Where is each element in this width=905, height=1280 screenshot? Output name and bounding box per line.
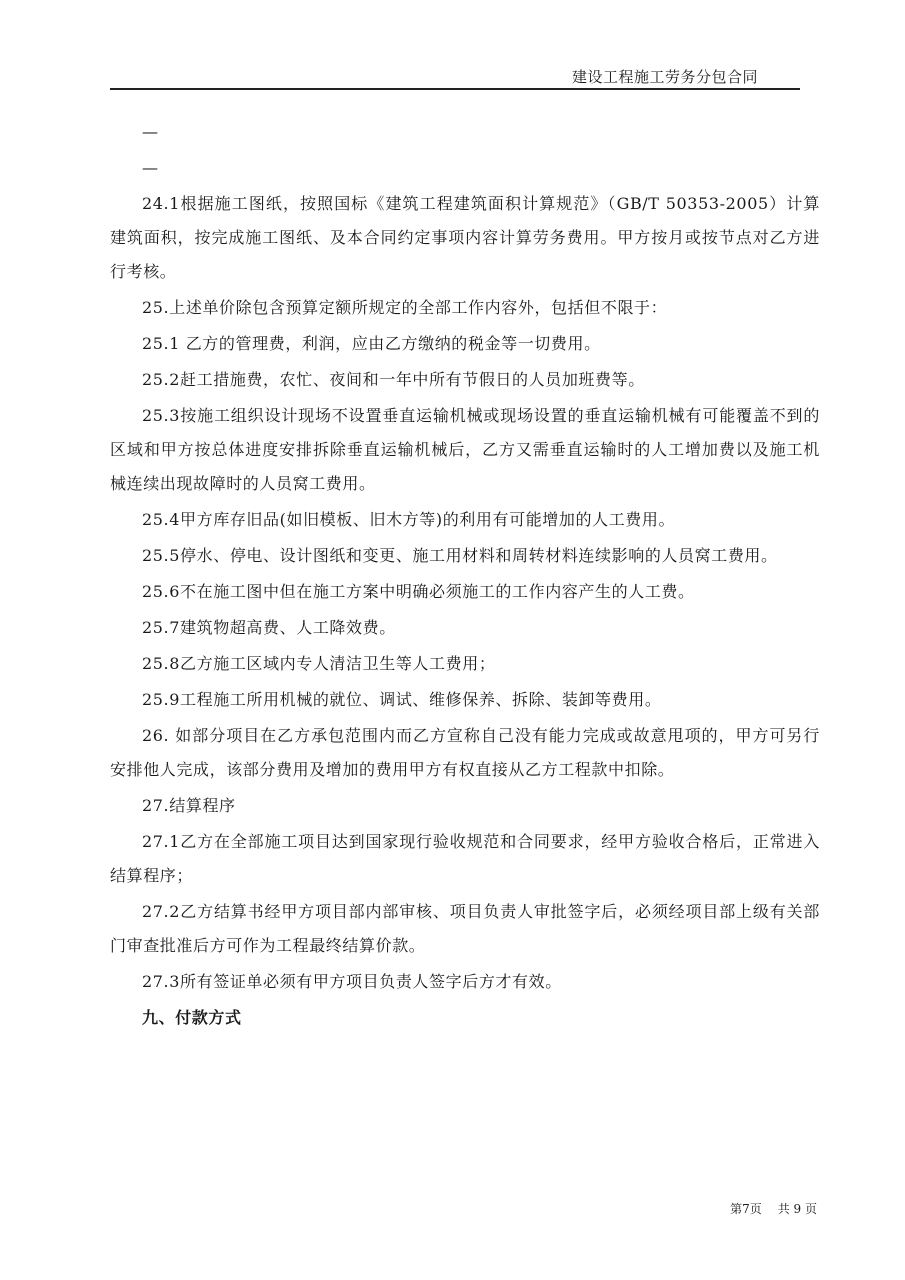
paragraph-25-2: 25.2赶工措施费，农忙、夜间和一年中所有节假日的人员加班费等。 <box>142 370 645 389</box>
page-header <box>110 60 800 90</box>
section-heading-payment: 九、付款方式 <box>142 1008 242 1027</box>
header-title: 建设工程施工劳务分包合同 <box>571 68 758 86</box>
dash-line: — <box>142 122 158 141</box>
paragraph-27-3: 27.3所有签证单必须有甲方项目负责人签字后方才有效。 <box>142 972 562 991</box>
dash-line: — <box>142 158 158 177</box>
paragraph-27: 27.结算程序 <box>142 796 236 815</box>
page-footer <box>730 1200 817 1217</box>
paragraph-27-1: 27.1乙方在全部施工项目达到国家现行验收规范和合同要求，经甲方验收合格后，正常进入结算程序； <box>110 832 820 885</box>
page-number-current: 第7页 <box>730 1202 762 1216</box>
paragraph-25-9: 25.9工程施工所用机械的就位、调试、维修保养、拆除、装卸等费用。 <box>142 690 662 709</box>
paragraph-26: 26. 如部分项目在乙方承包范围内而乙方宣称自己没有能力完成或故意甩项的，甲方可另行安排他人完成，该部分费用及增加的费用甲方有权直接从乙方工程款中扣除。 <box>110 726 820 779</box>
paragraph-25-8: 25.8乙方施工区域内专人清洁卫生等人工费用； <box>142 654 496 673</box>
paragraph-25-4: 25.4甲方库存旧品(如旧模板、旧木方等)的利用有可能增加的人工费用。 <box>142 510 676 529</box>
document-body <box>110 115 820 1035</box>
paragraph-25-6: 25.6不在施工图中但在施工方案中明确必须施工的工作内容产生的人工费。 <box>142 582 695 601</box>
paragraph-25-3: 25.3按施工组织设计现场不设置垂直运输机械或现场设置的垂直运输机械有可能覆盖不到的区域和甲方按总体进度安排拆除垂直运输机械后，乙方又需垂直运输时的人工增加费以及施工机械连续出现故障时的人员窝工费用。 <box>110 406 820 493</box>
paragraph-25-5: 25.5停水、停电、设计图纸和变更、施工用材料和周转材料连续影响的人员窝工费用。 <box>142 546 778 565</box>
paragraph-24-1: 24.1根据施工图纸，按照国标《建筑工程建筑面积计算规范》（GB/T 50353-2005）计算建筑面积，按完成施工图纸、及本合同约定事项内容计算劳务费用。甲方按月或按节点对乙方进行考核。 <box>110 194 820 281</box>
paragraph-27-2: 27.2乙方结算书经甲方项目部内部审核、项目负责人审批签字后，必须经项目部上级有关部门审查批准后方可作为工程最终结算价款。 <box>110 902 820 955</box>
page-number-total: 共 9 页 <box>777 1202 817 1216</box>
paragraph-25-7: 25.7建筑物超高费、人工降效费。 <box>142 618 396 637</box>
paragraph-25: 25.上述单价除包含预算定额所规定的全部工作内容外，包括但不限于： <box>142 298 668 317</box>
paragraph-25-1: 25.1 乙方的管理费，利润，应由乙方缴纳的税金等一切费用。 <box>142 334 601 353</box>
